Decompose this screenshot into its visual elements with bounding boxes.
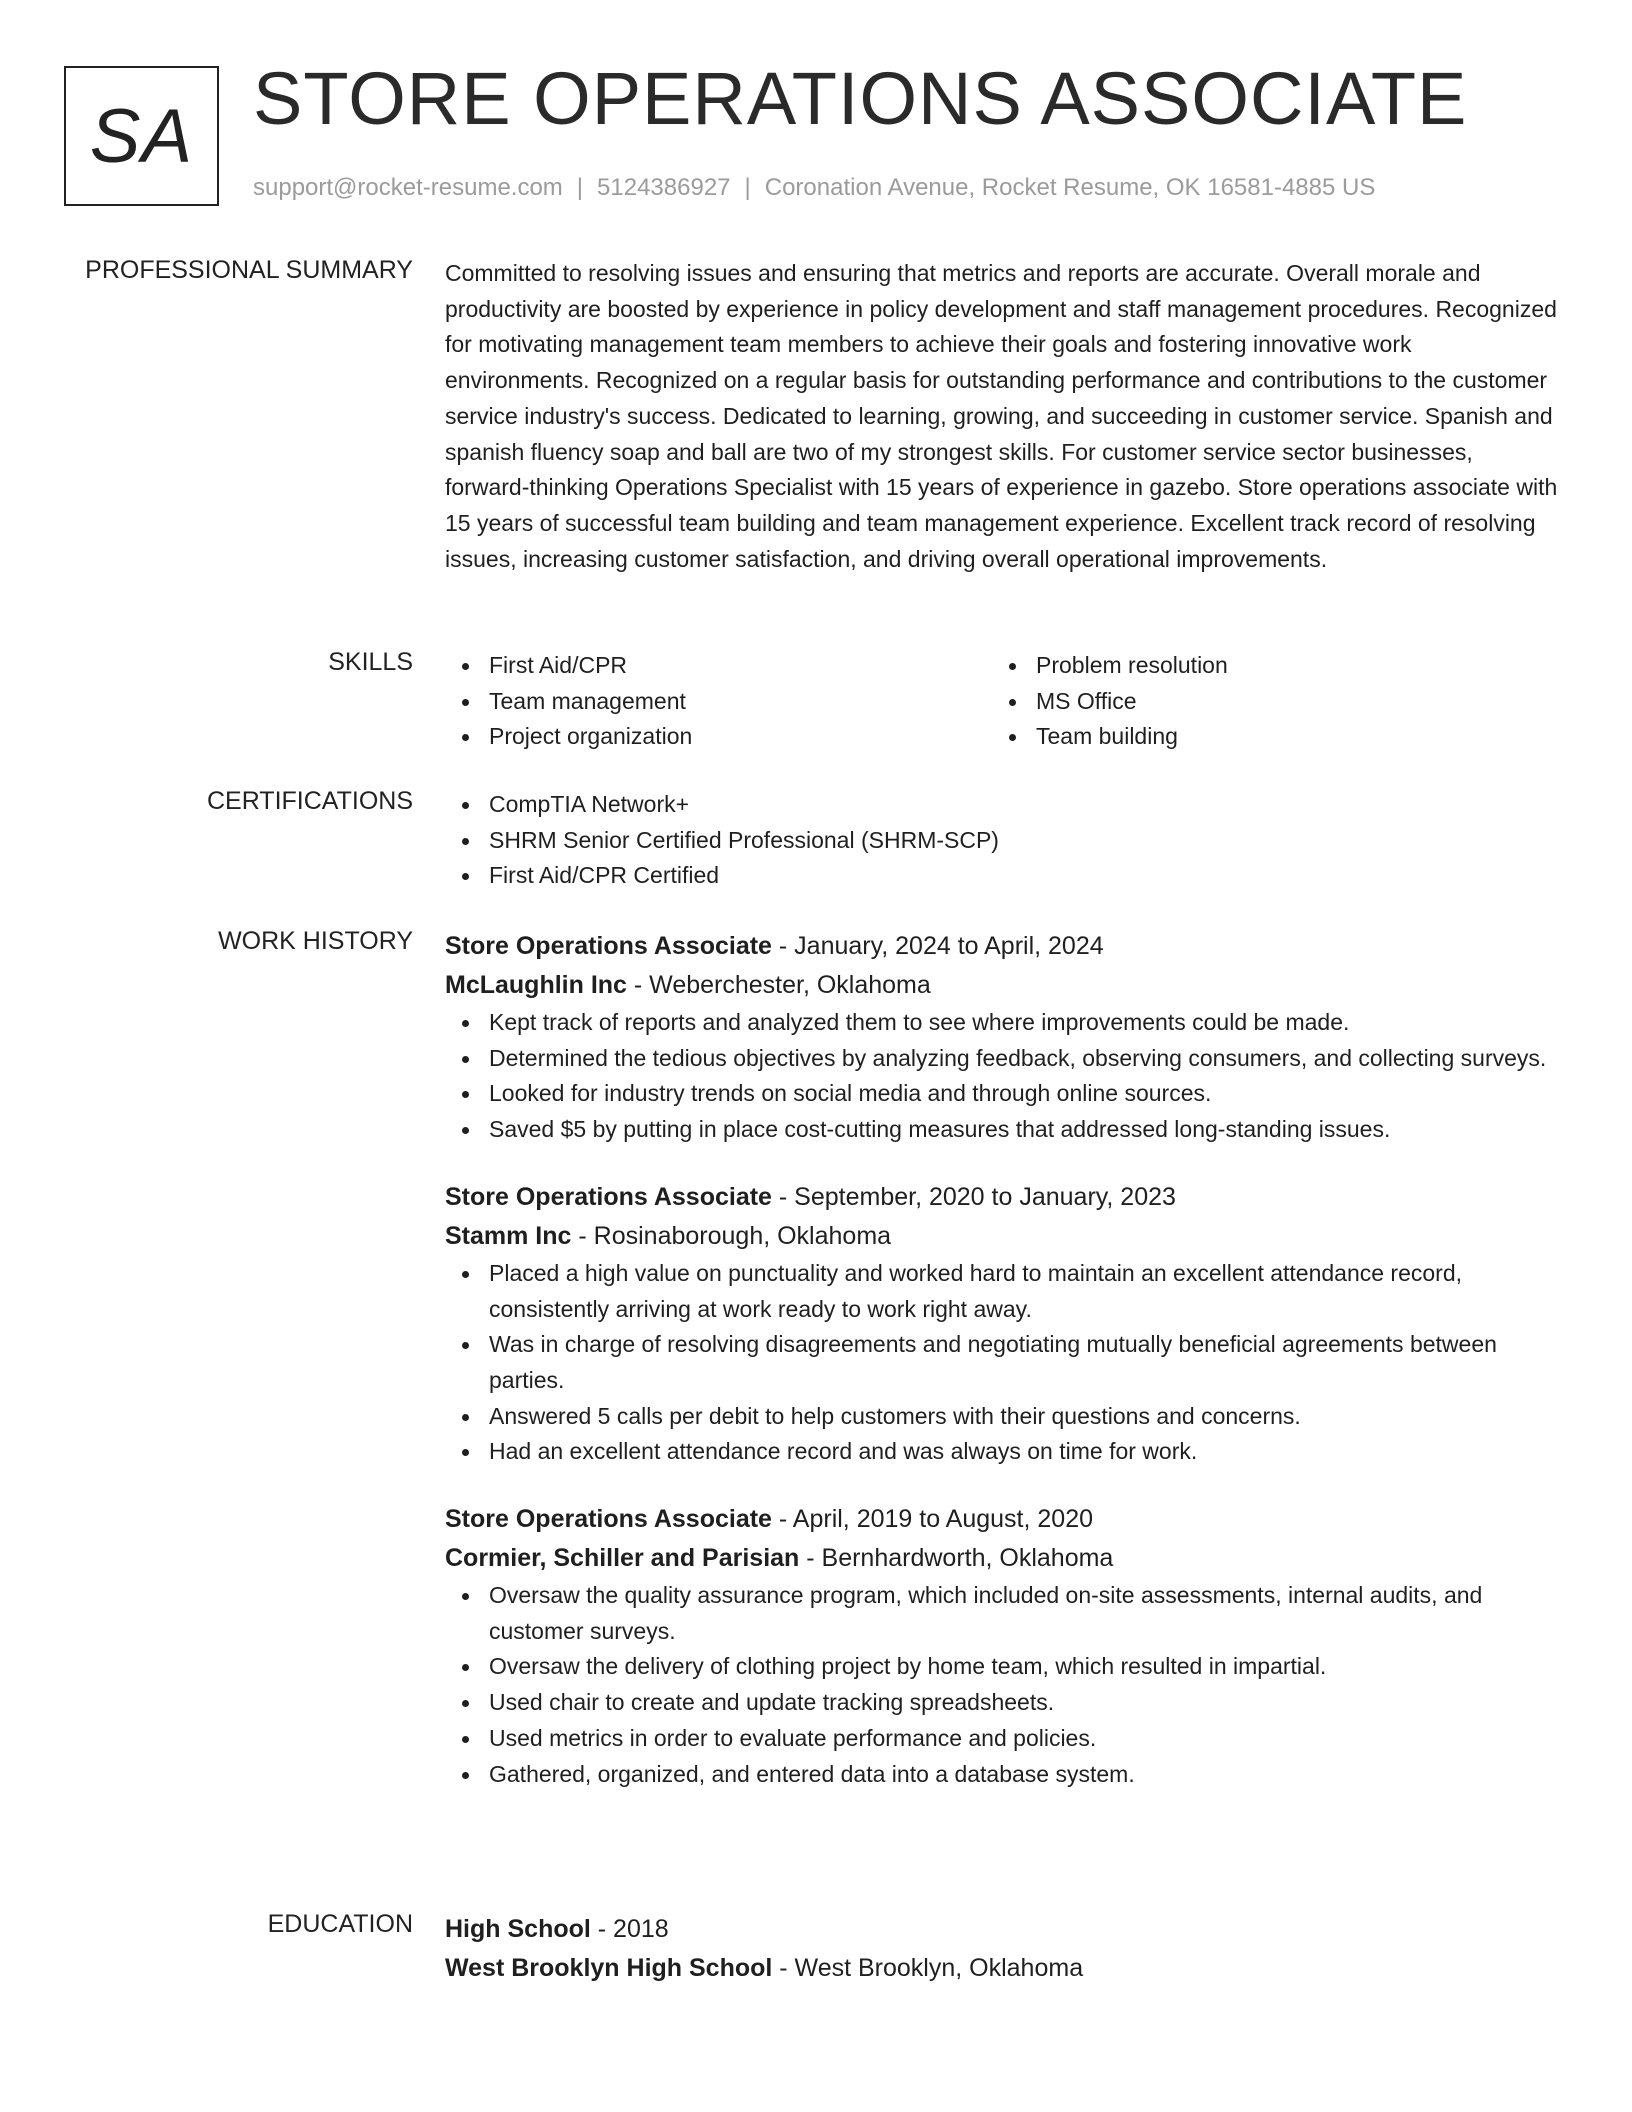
certification-item: SHRM Senior Certified Professional (SHRM-SCP) [445, 823, 1560, 859]
education-school: West Brooklyn High School [445, 1954, 773, 1982]
job-role: Store Operations Associate [445, 932, 772, 960]
contact-line [253, 174, 1375, 202]
job-bullet: Placed a high value on punctuality and worked hard to maintain an excellent attendance record, consistently arriving at work ready to work right away. [445, 1256, 1560, 1327]
skill-item: First Aid/CPR [445, 648, 992, 684]
job-bullet: Determined the tedious objectives by analyzing feedback, observing consumers, and collecting surveys. [445, 1041, 1560, 1077]
resume-name: STORE OPERATIONS ASSOCIATE [253, 57, 1468, 140]
job-bullet: Gathered, organized, and entered data into a database system. [445, 1757, 1560, 1793]
job-location: - Bernhardworth, Oklahoma [799, 1544, 1114, 1573]
education-school-line [445, 1949, 1560, 1988]
job-location: - Weberchester, Oklahoma [626, 971, 931, 999]
job-company-line [445, 1217, 1560, 1256]
contact-separator: | [576, 174, 584, 201]
job-bullet: Looked for industry trends on social media and through online sources. [445, 1076, 1560, 1112]
job-dates: - January, 2024 to April, 2024 [771, 932, 1104, 960]
certifications-body [445, 787, 1560, 894]
section-title-education: EDUCATION [267, 1910, 413, 1938]
education-location: - West Brooklyn, Oklahoma [772, 1954, 1084, 1982]
job-role: Store Operations Associate [445, 1505, 772, 1534]
job-title-line [445, 1500, 1560, 1539]
certification-item: CompTIA Network+ [445, 787, 1560, 823]
job-title-line [445, 927, 1560, 966]
section-title-work-history: WORK HISTORY [218, 927, 413, 955]
job-bullet: Oversaw the quality assurance program, which included on-site assessments, internal audits, and customer surveys. [445, 1578, 1560, 1649]
job-title-line [445, 1178, 1560, 1217]
job-bullets [445, 1256, 1560, 1470]
job-dates: - April, 2019 to August, 2020 [771, 1505, 1094, 1534]
job-bullet: Was in charge of resolving disagreements and negotiating mutually beneficial agreements between parties. [445, 1327, 1560, 1398]
certification-item: First Aid/CPR Certified [445, 858, 1560, 894]
job-bullets [445, 1578, 1560, 1792]
job-role: Store Operations Associate [445, 1182, 772, 1211]
contact-email[interactable]: support@rocket-resume.com [253, 174, 563, 201]
job-company-line [445, 966, 1560, 1005]
job-dates: - September, 2020 to January, 2023 [771, 1182, 1176, 1211]
job-company-line [445, 1539, 1560, 1578]
job-bullets [445, 1005, 1560, 1148]
job-entry [445, 1500, 1560, 1792]
certifications-list [445, 787, 1560, 894]
work-history-body [445, 927, 1560, 1822]
job-company: Stamm Inc [445, 1221, 572, 1250]
contact-separator: | [744, 174, 751, 201]
job-bullet: Used metrics in order to evaluate performance and policies. [445, 1721, 1560, 1757]
skill-item: Team building [992, 719, 1539, 755]
skills-left-list [445, 648, 992, 755]
job-bullet: Answered 5 calls per debit to help customers with their questions and concerns. [445, 1399, 1560, 1435]
section-title-skills: SKILLS [328, 648, 413, 676]
job-entry [445, 1178, 1560, 1470]
education-body [445, 1910, 1560, 1988]
skill-item: Team management [445, 684, 992, 720]
job-company: McLaughlin Inc [445, 971, 627, 999]
section-title-certifications: CERTIFICATIONS [206, 787, 413, 815]
skill-item: MS Office [992, 684, 1539, 720]
job-entry [445, 927, 1560, 1148]
skills-right-list [992, 648, 1539, 755]
job-company: Cormier, Schiller and Parisian [445, 1544, 800, 1573]
summary-text: Committed to resolving issues and ensuring that metrics and reports are accurate. Overall morale and productivity are boosted by experience in policy development and staff management procedures. Recognized for motivating management team members to achieve their goals and fostering innovative work environments. Recognized on a regular basis for outstanding performance and contributions to the customer service industry's success. Dedicated to learning, growing, and succeeding in customer service. Spanish and spanish fluency soap and ball are two of my strongest skills. For customer service sector businesses, forward-thinking Operations Specialist with 15 years of experience in gazebo. Store operations associate with 15 years of successful team building and team management experience. Excellent track record of resolving issues, increasing customer satisfaction, and driving overall operational improvements. [445, 260, 1558, 572]
job-bullet: Had an excellent attendance record and was always on time for work. [445, 1434, 1560, 1470]
skill-item: Project organization [445, 719, 992, 755]
contact-address: Coronation Avenue, Rocket Resume, OK 16581-4885 US [764, 174, 1376, 201]
education-year: - 2018 [590, 1915, 669, 1943]
job-location: - Rosinaborough, Oklahoma [571, 1221, 892, 1250]
education-degree: High School [445, 1915, 591, 1943]
job-bullet: Saved $5 by putting in place cost-cutting measures that addressed long-standing issues. [445, 1112, 1560, 1148]
skills-grid [445, 648, 1560, 755]
skill-item: Problem resolution [992, 648, 1539, 684]
education-degree-line [445, 1910, 1560, 1949]
section-title-summary: PROFESSIONAL SUMMARY [85, 256, 413, 284]
job-bullet: Oversaw the delivery of clothing project by home team, which resulted in impartial. [445, 1649, 1560, 1685]
job-bullet: Used chair to create and update tracking spreadsheets. [445, 1685, 1560, 1721]
contact-phone[interactable]: 5124386927 [597, 174, 731, 201]
job-bullet: Kept track of reports and analyzed them to see where improvements could be made. [445, 1005, 1560, 1041]
monogram-initials: SA [64, 66, 219, 206]
